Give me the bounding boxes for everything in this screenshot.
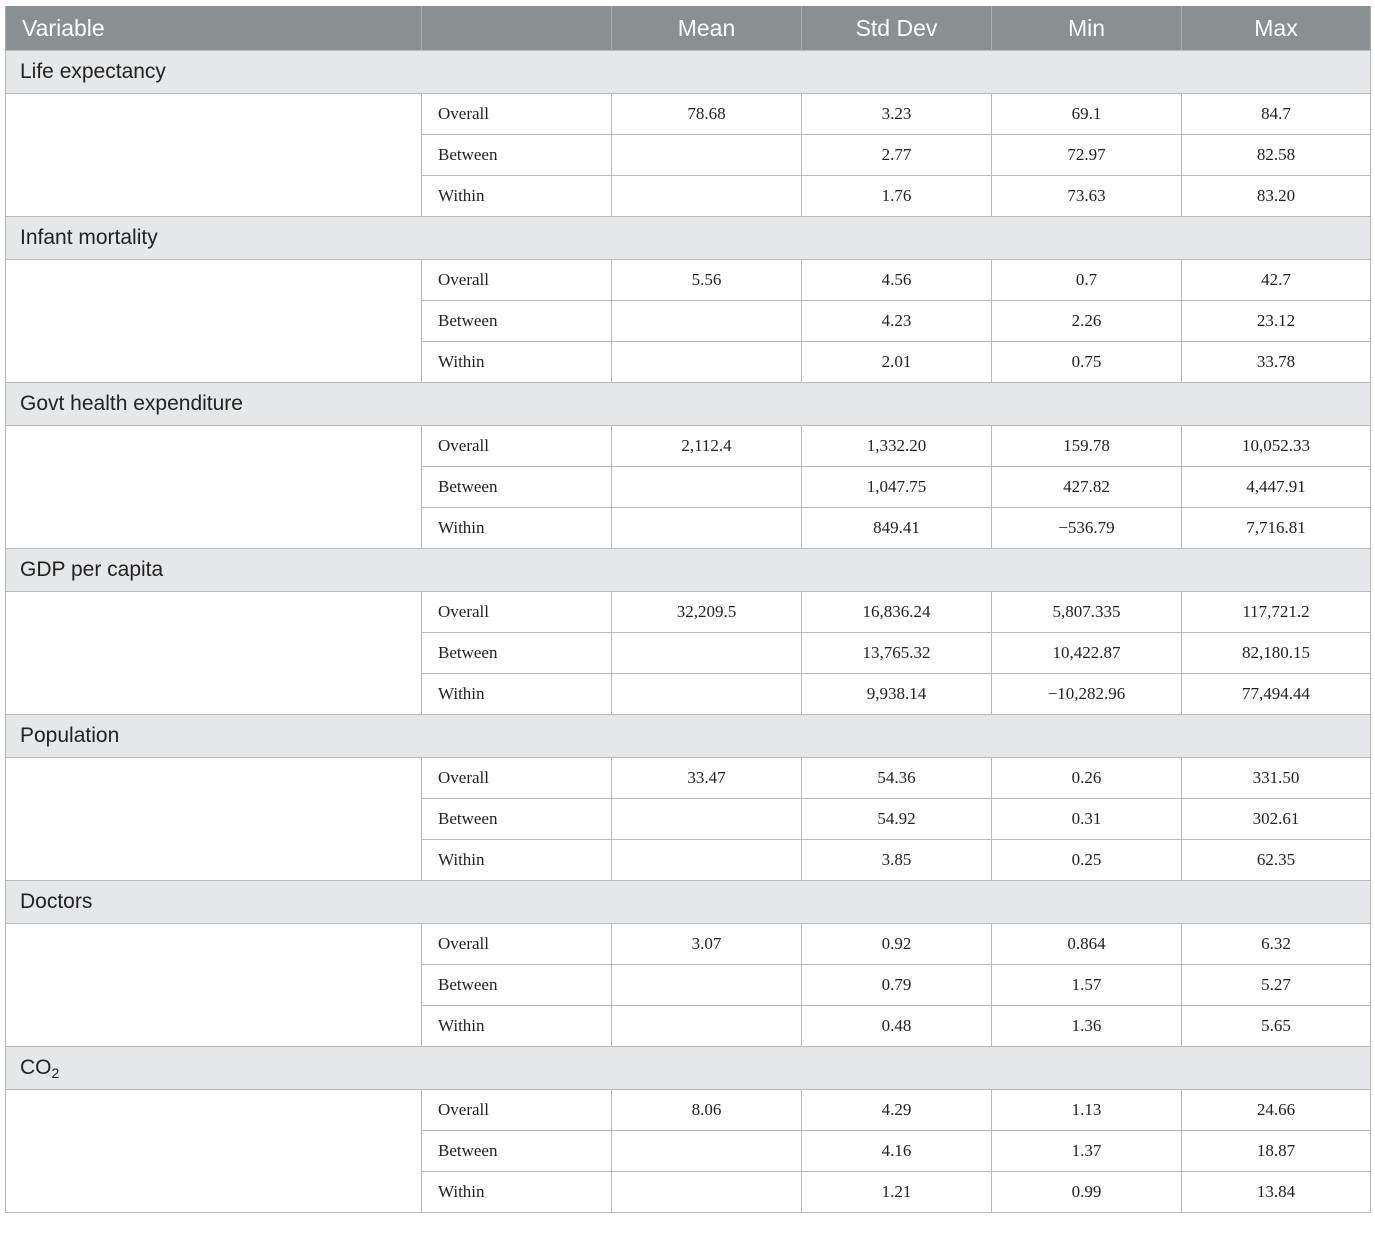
- empty-variable-cell: [6, 508, 422, 549]
- statistic-type-cell: Overall: [422, 260, 612, 301]
- mean-cell: 78.68: [612, 94, 802, 135]
- empty-variable-cell: [6, 426, 422, 467]
- variable-group-row: [6, 549, 1371, 592]
- max-cell: 82,180.15: [1182, 633, 1371, 674]
- statistic-type-cell: Between: [422, 135, 612, 176]
- statistic-type-cell: Overall: [422, 758, 612, 799]
- statistic-type-cell: Between: [422, 301, 612, 342]
- table-row: [6, 1006, 1371, 1047]
- max-cell: 77,494.44: [1182, 674, 1371, 715]
- std-dev-cell: 0.92: [802, 924, 992, 965]
- mean-cell: 2,112.4: [612, 426, 802, 467]
- table-row: [6, 633, 1371, 674]
- std-dev-cell: 54.36: [802, 758, 992, 799]
- variable-name-text: Life expectancy: [20, 60, 166, 83]
- header-min: Min: [992, 6, 1182, 51]
- std-dev-cell: 4.16: [802, 1131, 992, 1172]
- mean-cell: [612, 342, 802, 383]
- std-dev-cell: 4.56: [802, 260, 992, 301]
- max-cell: 18.87: [1182, 1131, 1371, 1172]
- variable-group-row: [6, 1047, 1371, 1090]
- mean-cell: [612, 840, 802, 881]
- statistic-type-cell: Overall: [422, 426, 612, 467]
- table-body: [6, 51, 1371, 1213]
- min-cell: 1.37: [992, 1131, 1182, 1172]
- max-cell: 82.58: [1182, 135, 1371, 176]
- empty-variable-cell: [6, 176, 422, 217]
- min-cell: 0.26: [992, 758, 1182, 799]
- statistic-type-cell: Overall: [422, 94, 612, 135]
- header-variable: Variable: [6, 6, 422, 51]
- mean-cell: [612, 176, 802, 217]
- mean-cell: 8.06: [612, 1090, 802, 1131]
- variable-name: [6, 217, 1371, 260]
- statistic-type-cell: Between: [422, 1131, 612, 1172]
- variable-name: [6, 383, 1371, 426]
- table-row: [6, 94, 1371, 135]
- variable-name-text: Doctors: [20, 890, 93, 913]
- min-cell: 2.26: [992, 301, 1182, 342]
- min-cell: 69.1: [992, 94, 1182, 135]
- table-row: [6, 799, 1371, 840]
- std-dev-cell: 849.41: [802, 508, 992, 549]
- max-cell: 23.12: [1182, 301, 1371, 342]
- table-row: [6, 176, 1371, 217]
- std-dev-cell: 0.48: [802, 1006, 992, 1047]
- min-cell: 427.82: [992, 467, 1182, 508]
- header-mean: Mean: [612, 6, 802, 51]
- std-dev-cell: 3.85: [802, 840, 992, 881]
- min-cell: 1.57: [992, 965, 1182, 1006]
- mean-cell: [612, 508, 802, 549]
- max-cell: 5.65: [1182, 1006, 1371, 1047]
- statistic-type-cell: Overall: [422, 592, 612, 633]
- min-cell: 5,807.335: [992, 592, 1182, 633]
- variable-name-subscript: 2: [51, 1064, 60, 1081]
- max-cell: 33.78: [1182, 342, 1371, 383]
- statistic-type-cell: Between: [422, 467, 612, 508]
- header-statistic-type: [422, 6, 612, 51]
- statistic-type-cell: Within: [422, 674, 612, 715]
- variable-name-text: CO: [20, 1055, 52, 1079]
- std-dev-cell: 4.29: [802, 1090, 992, 1131]
- max-cell: 6.32: [1182, 924, 1371, 965]
- std-dev-cell: 4.23: [802, 301, 992, 342]
- statistic-type-cell: Within: [422, 840, 612, 881]
- mean-cell: 3.07: [612, 924, 802, 965]
- std-dev-cell: 1.76: [802, 176, 992, 217]
- min-cell: 0.75: [992, 342, 1182, 383]
- empty-variable-cell: [6, 1172, 422, 1213]
- min-cell: −10,282.96: [992, 674, 1182, 715]
- mean-cell: [612, 135, 802, 176]
- table-row: [6, 592, 1371, 633]
- mean-cell: [612, 301, 802, 342]
- mean-cell: 5.56: [612, 260, 802, 301]
- variable-name: [6, 1047, 1371, 1090]
- statistic-type-cell: Overall: [422, 924, 612, 965]
- max-cell: 62.35: [1182, 840, 1371, 881]
- empty-variable-cell: [6, 924, 422, 965]
- table-row: [6, 135, 1371, 176]
- max-cell: 10,052.33: [1182, 426, 1371, 467]
- max-cell: 4,447.91: [1182, 467, 1371, 508]
- max-cell: 84.7: [1182, 94, 1371, 135]
- empty-variable-cell: [6, 592, 422, 633]
- max-cell: 83.20: [1182, 176, 1371, 217]
- table-row: [6, 674, 1371, 715]
- mean-cell: 32,209.5: [612, 592, 802, 633]
- variable-name: [6, 715, 1371, 758]
- table-row: [6, 508, 1371, 549]
- statistic-type-cell: Within: [422, 1006, 612, 1047]
- max-cell: 117,721.2: [1182, 592, 1371, 633]
- empty-variable-cell: [6, 135, 422, 176]
- empty-variable-cell: [6, 799, 422, 840]
- variable-group-row: [6, 217, 1371, 260]
- variable-name-text: GDP per capita: [20, 558, 164, 581]
- variable-group-row: [6, 51, 1371, 94]
- min-cell: 1.13: [992, 1090, 1182, 1131]
- min-cell: 10,422.87: [992, 633, 1182, 674]
- table-row: [6, 1090, 1371, 1131]
- table-row: [6, 1131, 1371, 1172]
- statistic-type-cell: Overall: [422, 1090, 612, 1131]
- std-dev-cell: 1,047.75: [802, 467, 992, 508]
- std-dev-cell: 9,938.14: [802, 674, 992, 715]
- std-dev-cell: 3.23: [802, 94, 992, 135]
- min-cell: 0.864: [992, 924, 1182, 965]
- statistic-type-cell: Between: [422, 965, 612, 1006]
- min-cell: 0.7: [992, 260, 1182, 301]
- empty-variable-cell: [6, 1131, 422, 1172]
- mean-cell: [612, 799, 802, 840]
- min-cell: 0.99: [992, 1172, 1182, 1213]
- variable-name: [6, 881, 1371, 924]
- statistic-type-cell: Within: [422, 176, 612, 217]
- header-max: Max: [1182, 6, 1371, 51]
- mean-cell: [612, 965, 802, 1006]
- statistic-type-cell: Between: [422, 799, 612, 840]
- min-cell: 72.97: [992, 135, 1182, 176]
- summary-statistics-table: [5, 6, 1371, 1213]
- mean-cell: [612, 633, 802, 674]
- table-row: [6, 924, 1371, 965]
- table-row: [6, 426, 1371, 467]
- variable-group-row: [6, 715, 1371, 758]
- variable-name: [6, 51, 1371, 94]
- min-cell: −536.79: [992, 508, 1182, 549]
- max-cell: 331.50: [1182, 758, 1371, 799]
- table-row: [6, 467, 1371, 508]
- mean-cell: 33.47: [612, 758, 802, 799]
- variable-name: [6, 549, 1371, 592]
- max-cell: 13.84: [1182, 1172, 1371, 1213]
- statistic-type-cell: Within: [422, 342, 612, 383]
- max-cell: 24.66: [1182, 1090, 1371, 1131]
- std-dev-cell: 0.79: [802, 965, 992, 1006]
- std-dev-cell: 2.77: [802, 135, 992, 176]
- min-cell: 159.78: [992, 426, 1182, 467]
- empty-variable-cell: [6, 758, 422, 799]
- empty-variable-cell: [6, 840, 422, 881]
- max-cell: 42.7: [1182, 260, 1371, 301]
- header-std-dev: Std Dev: [802, 6, 992, 51]
- empty-variable-cell: [6, 1006, 422, 1047]
- header-row: [6, 6, 1371, 51]
- std-dev-cell: 2.01: [802, 342, 992, 383]
- max-cell: 7,716.81: [1182, 508, 1371, 549]
- statistic-type-cell: Between: [422, 633, 612, 674]
- mean-cell: [612, 674, 802, 715]
- table-header: [6, 6, 1371, 51]
- min-cell: 1.36: [992, 1006, 1182, 1047]
- empty-variable-cell: [6, 965, 422, 1006]
- table-row: [6, 301, 1371, 342]
- variable-group-row: [6, 383, 1371, 426]
- table-row: [6, 965, 1371, 1006]
- empty-variable-cell: [6, 674, 422, 715]
- variable-group-row: [6, 881, 1371, 924]
- statistic-type-cell: Within: [422, 1172, 612, 1213]
- summary-statistics-table-container: [5, 6, 1370, 1213]
- table-row: [6, 1172, 1371, 1213]
- min-cell: 0.31: [992, 799, 1182, 840]
- mean-cell: [612, 467, 802, 508]
- variable-name-text: Govt health expenditure: [20, 392, 243, 415]
- std-dev-cell: 54.92: [802, 799, 992, 840]
- empty-variable-cell: [6, 342, 422, 383]
- std-dev-cell: 1.21: [802, 1172, 992, 1213]
- table-row: [6, 758, 1371, 799]
- empty-variable-cell: [6, 260, 422, 301]
- empty-variable-cell: [6, 301, 422, 342]
- min-cell: 73.63: [992, 176, 1182, 217]
- mean-cell: [612, 1172, 802, 1213]
- table-row: [6, 260, 1371, 301]
- variable-name-text: Population: [20, 724, 120, 747]
- variable-name-text: Infant mortality: [20, 226, 158, 249]
- min-cell: 0.25: [992, 840, 1182, 881]
- empty-variable-cell: [6, 467, 422, 508]
- table-row: [6, 840, 1371, 881]
- std-dev-cell: 16,836.24: [802, 592, 992, 633]
- max-cell: 302.61: [1182, 799, 1371, 840]
- empty-variable-cell: [6, 633, 422, 674]
- table-row: [6, 342, 1371, 383]
- empty-variable-cell: [6, 94, 422, 135]
- max-cell: 5.27: [1182, 965, 1371, 1006]
- empty-variable-cell: [6, 1090, 422, 1131]
- mean-cell: [612, 1006, 802, 1047]
- std-dev-cell: 13,765.32: [802, 633, 992, 674]
- mean-cell: [612, 1131, 802, 1172]
- std-dev-cell: 1,332.20: [802, 426, 992, 467]
- statistic-type-cell: Within: [422, 508, 612, 549]
